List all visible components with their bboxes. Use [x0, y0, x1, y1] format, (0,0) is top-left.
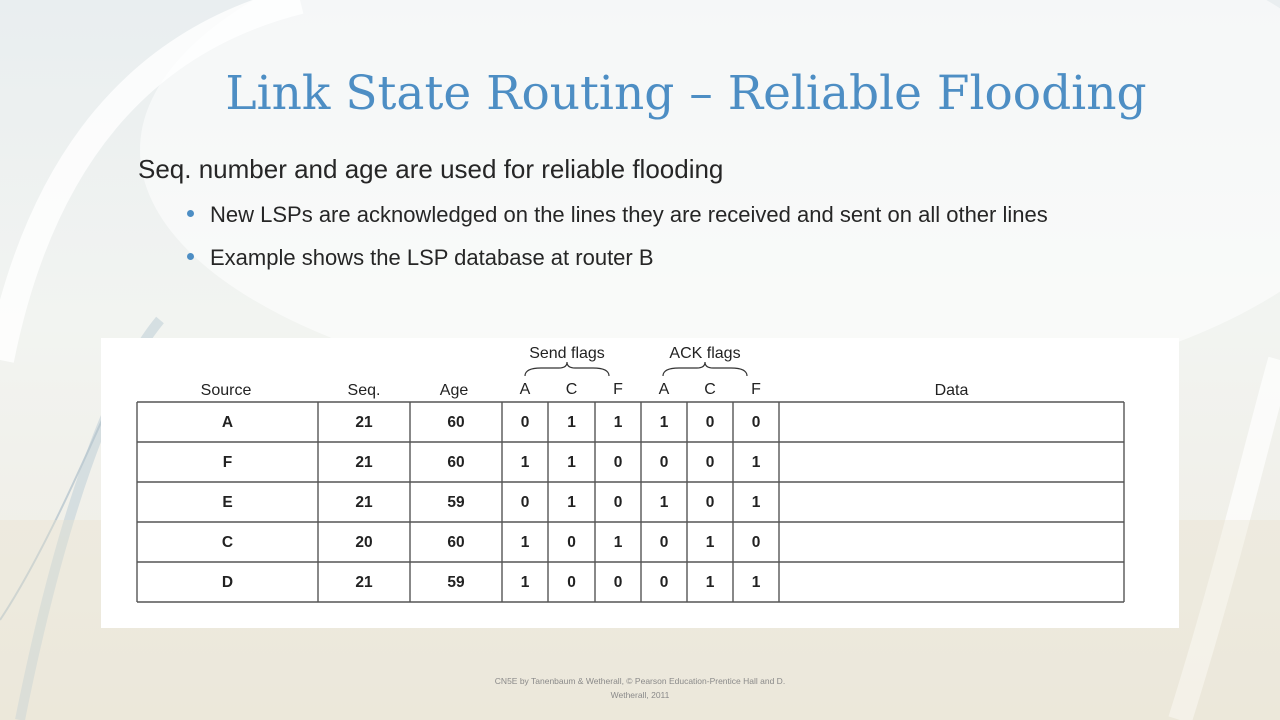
- sub-bullet-1: [138, 199, 1218, 231]
- table-cell: 1: [520, 574, 530, 591]
- table-cell: 1: [751, 494, 761, 511]
- sub-bullet-1-text: New LSPs are acknowledged on the lines they are received and sent on all other lines: [210, 202, 1048, 227]
- table-cell: 0: [705, 454, 715, 471]
- table-cell: 0: [567, 534, 576, 551]
- table-cell: 20: [355, 534, 373, 551]
- column-header: Data: [934, 382, 969, 399]
- column-header: Age: [439, 382, 469, 399]
- slide-title: Link State Routing – Reliable Flooding: [225, 66, 1147, 121]
- table-cell: 1: [567, 494, 576, 511]
- table-cell: 0: [520, 414, 530, 431]
- table-cell: 60: [447, 534, 465, 551]
- table-cell: 0: [659, 574, 669, 591]
- table-cell: 0: [567, 574, 576, 591]
- table-cell: 21: [355, 454, 373, 471]
- footer-credit: CN5E by Tanenbaum & Wetherall, © Pearson Education-Prentice Hall and D. Wetherall, 2011: [494, 676, 786, 700]
- table-cell: E: [222, 494, 233, 511]
- table-cell: 1: [751, 454, 761, 471]
- sub-bullet-2: [138, 242, 1218, 274]
- table-cell: 0: [705, 414, 715, 431]
- table-cell: 0: [520, 494, 530, 511]
- table-cell: 1: [705, 574, 715, 591]
- table-cell: A: [221, 414, 234, 431]
- column-header: F: [613, 381, 623, 398]
- column-header: C: [565, 381, 578, 398]
- table-cell: 1: [751, 574, 761, 591]
- table-cell: 0: [613, 494, 623, 511]
- table-cell: 60: [447, 414, 465, 431]
- table-cell: F: [222, 454, 233, 471]
- table-cell: 1: [613, 534, 623, 551]
- column-header: F: [751, 381, 761, 398]
- ack-flags-header: ACK flags: [669, 345, 741, 362]
- table-cell: 1: [705, 534, 715, 551]
- column-header: C: [704, 381, 716, 398]
- table-cell: 0: [613, 454, 623, 471]
- ack-flags-brace: [663, 362, 747, 376]
- table-cell: D: [221, 574, 234, 591]
- table-cell: 1: [659, 494, 669, 511]
- table-cell: 0: [659, 454, 669, 471]
- table-cell: 1: [567, 414, 576, 431]
- slide-body: [138, 154, 1218, 285]
- table-cell: 1: [520, 534, 530, 551]
- main-bullet: Seq. number and age are used for reliable flooding: [138, 154, 724, 184]
- table-cell: 21: [355, 494, 373, 511]
- table-cell: 1: [520, 454, 530, 471]
- table-cell: 21: [355, 414, 373, 431]
- bullet-dot-icon: [187, 253, 194, 260]
- table-cell: 0: [751, 414, 761, 431]
- table-cell: 60: [447, 454, 465, 471]
- table-cell: C: [221, 534, 234, 551]
- lsp-database-figure: [101, 338, 1179, 628]
- table-cell: 0: [659, 534, 669, 551]
- table-cell: 21: [355, 574, 373, 591]
- column-header: Source: [200, 382, 252, 399]
- table-cell: 1: [613, 414, 623, 431]
- column-header: Seq.: [347, 382, 381, 399]
- column-header: A: [658, 381, 670, 398]
- send-flags-header: Send flags: [529, 345, 605, 362]
- table-cell: 1: [567, 454, 576, 471]
- sub-bullet-2-text: Example shows the LSP database at router B: [210, 245, 654, 270]
- table-cell: 0: [613, 574, 623, 591]
- table-cell: 0: [705, 494, 715, 511]
- lsp-database-table: [101, 338, 1179, 628]
- table-cell: 59: [447, 574, 465, 591]
- send-flags-brace: [525, 362, 609, 376]
- table-cell: 0: [751, 534, 761, 551]
- table-cell: 59: [447, 494, 465, 511]
- table-cell: 1: [659, 414, 669, 431]
- bullet-dot-icon: [187, 210, 194, 217]
- column-header: A: [519, 381, 531, 398]
